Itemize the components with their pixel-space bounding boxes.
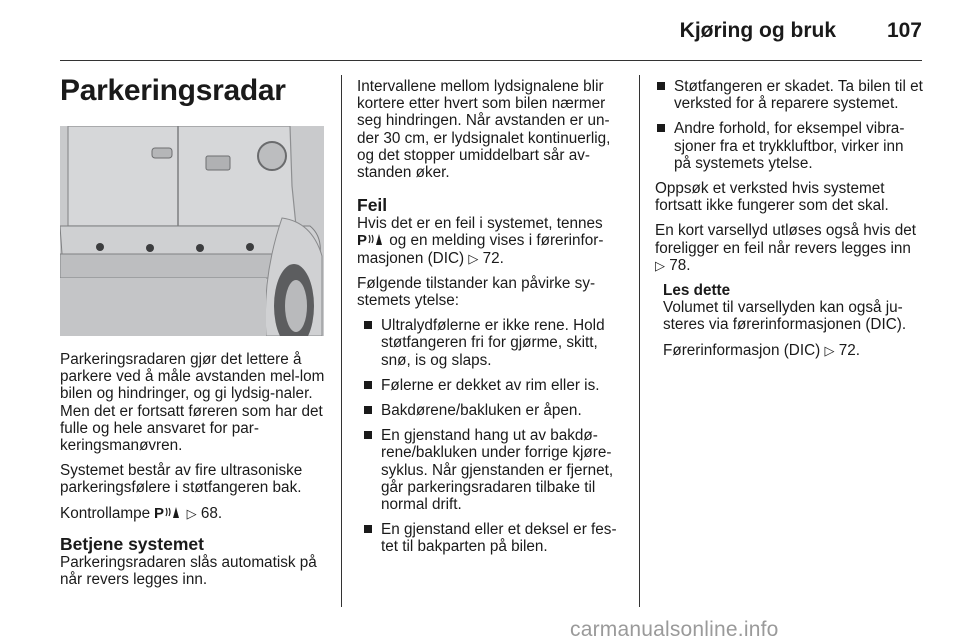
list-item: Følerne er dekket av rim eller is. [364, 377, 629, 394]
sensor-dot [96, 243, 104, 251]
column-divider-2 [639, 75, 640, 607]
column-divider-1 [341, 75, 342, 607]
bullet-square-icon [364, 321, 372, 329]
list-item: Støtfangeren er skadet. Ta bilen til et verksted for å reparere systemet. [657, 78, 923, 112]
control-lamp-text: Kontrollampe [60, 504, 151, 522]
dic-reference-paragraph [663, 342, 923, 359]
svg-text:P: P [154, 504, 165, 519]
header-title: Kjøring og bruk [679, 19, 836, 42]
van-rear-illustration [60, 126, 324, 336]
page-ref-arrow-icon: ▷ [186, 505, 197, 521]
note-body: Volumet til varsellyden kan også ju-steres via førerinformasjonen (DIC). [663, 299, 907, 334]
warning-sound-text: En kort varsellyd utløses også hvis det foreligger en feil når revers legges inn [655, 222, 917, 257]
page-ref-arrow-icon: ▷ [824, 342, 835, 358]
watermark-logo: carmanualsonline.info [570, 618, 779, 641]
bumper-sensor-photo [60, 126, 324, 336]
sensor-dot [246, 243, 254, 251]
column-3 [655, 78, 923, 367]
sensor-dot [146, 244, 154, 252]
bullet-square-icon [364, 431, 372, 439]
page-ref-arrow-icon: ▷ [655, 257, 665, 273]
sensor-dot [196, 244, 204, 252]
fault-text-post: og en melding vises i førerinfor-masjonen (DIC) [357, 232, 604, 267]
list-item: Andre forhold, for eksempel vibra-sjoner fra et trykkluftbor, virker inn på systemets ytelse. [657, 120, 923, 172]
parking-radar-symbol-icon [154, 505, 182, 519]
control-lamp-paragraph [60, 505, 330, 522]
bullet-square-icon [364, 525, 372, 533]
page-ref-link[interactable]: 68. [200, 504, 223, 522]
dic-reference-text: Førerinformasjon (DIC) [663, 341, 821, 359]
list-item: Ultralydfølerne er ikke rene. Hold støtfangeren fri for gjørme, skitt, snø, is og slaps. [364, 317, 629, 369]
note-box [663, 282, 923, 359]
list-item: En gjenstand eller et deksel er fes-tet til bakparten på bilen. [364, 521, 629, 555]
note-title: Les dette [663, 282, 731, 300]
conditions-list-continued [655, 78, 923, 172]
bullet-square-icon [364, 381, 372, 389]
list-item: Bakdørene/bakluken er åpen. [364, 402, 629, 419]
conditions-paragraph: Følgende tilstander kan påvirke sy-stemets ytelse: [357, 274, 596, 310]
fault-paragraph [357, 215, 629, 267]
page-ref-arrow-icon: ▷ [468, 250, 479, 266]
page-ref-link[interactable]: 78. [669, 256, 691, 274]
page-number: 107 [886, 19, 922, 42]
warning-sound-paragraph [655, 222, 923, 274]
interval-paragraph: Intervallene mellom lydsignalene blir kortere etter hvert som bilen nærmer seg hindringen. Når avstanden er un-der 30 cm, er lydsignalet kontinuerlig, og det stopper umiddelbart sår av-standen øker. [357, 78, 611, 182]
list-item: En gjenstand hang ut av bakdø-rene/bakluken under forrige kjøre-syklus. Når gjenstanden er fjernet, går parkeringsradaren tilbake til normal drift. [364, 427, 629, 513]
fault-text-pre: Hvis det er en feil i systemet, tennes [357, 215, 603, 233]
column-2 [357, 78, 629, 564]
workshop-paragraph: Oppsøk et verksted hvis systemet fortsatt ikke fungerer som det skal. [655, 180, 889, 215]
heading-betjene: Betjene systemet [60, 533, 204, 554]
sensor-count-paragraph: Systemet består av fire ultrasoniske parkeringsfølere i støtfangeren bak. [60, 462, 303, 497]
svg-text:P: P [357, 232, 368, 247]
page-title: Parkeringsradar [60, 74, 286, 107]
operation-paragraph: Parkeringsradaren slås automatisk på når revers legges inn. [60, 553, 317, 589]
page-ref-link[interactable]: 72. [482, 249, 504, 267]
bullet-square-icon [657, 124, 665, 132]
column-1 [60, 351, 330, 596]
bullet-square-icon [657, 82, 665, 90]
header-rule [60, 60, 922, 61]
parking-radar-symbol-icon [357, 232, 385, 246]
heading-feil: Feil [357, 195, 388, 216]
intro-paragraph: Parkeringsradaren gjør det lettere å parkere ved å måle avstanden mel-lom bilen og hindringer, og gi lydsig-naler. Men det er fortsatt føreren som har det fulle og hele ansvaret for par-keringsmanøvren. [60, 351, 325, 455]
conditions-list [357, 317, 629, 555]
page-ref-link[interactable]: 72. [838, 341, 860, 359]
bullet-square-icon [364, 406, 372, 414]
